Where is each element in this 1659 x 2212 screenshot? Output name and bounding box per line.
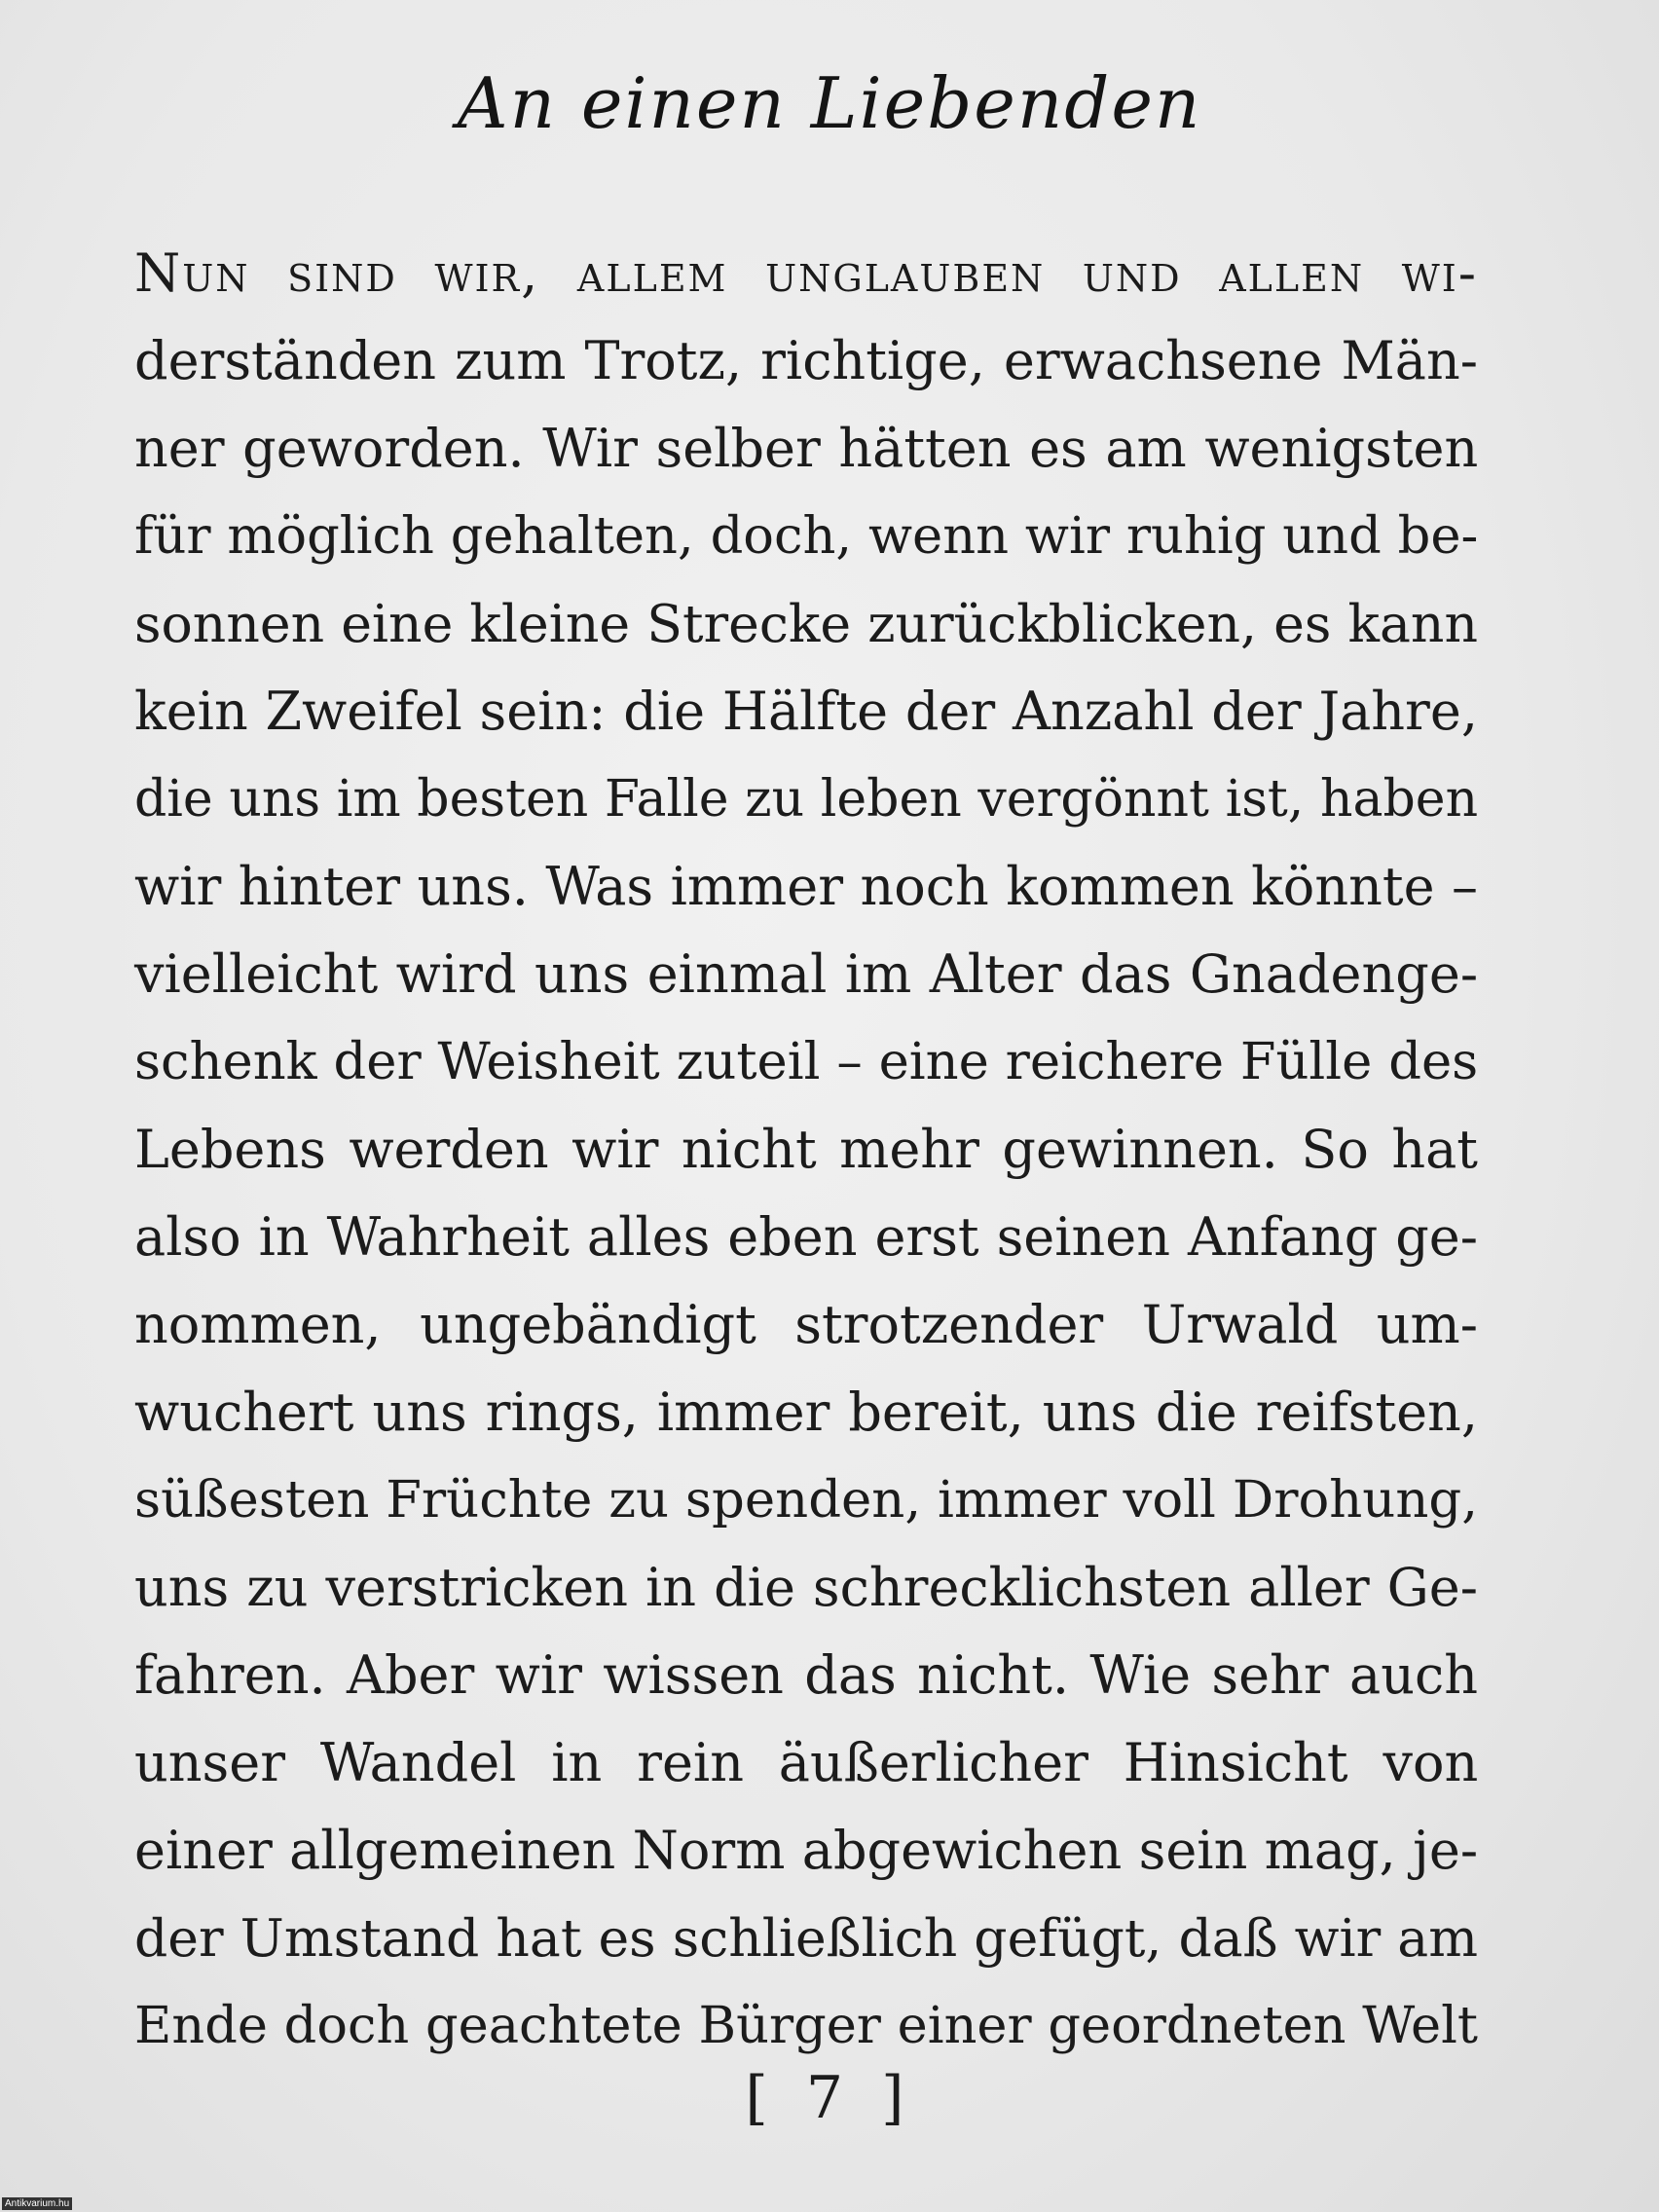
text-line: Nun sind wir, allem unglauben und allen wi-: [134, 242, 1479, 304]
text-line: unser Wandel in rein äußerlicher Hinsicht von: [134, 1732, 1479, 1793]
text-line: fahren. Aber wir wissen das nicht. Wie sehr auch: [134, 1644, 1478, 1706]
text-line: vielleicht wird uns einmal im Alter das Gnadenge-: [134, 943, 1479, 1005]
text-line: einer allgemeinen Norm abgewichen sein mag, je-: [134, 1820, 1479, 1881]
text-line: uns zu verstricken in die schrecklichsten aller Ge-: [134, 1557, 1478, 1618]
text-line: also in Wahrheit alles eben erst seinen Anfang ge-: [134, 1206, 1478, 1268]
text-line: wir hinter uns. Was immer noch kommen könnte –: [134, 856, 1478, 917]
text-line: wuchert uns rings, immer bereit, uns die reifsten,: [134, 1382, 1478, 1443]
text-line: für möglich gehalten, doch, wenn wir ruhig und be-: [134, 506, 1479, 566]
text-line: schenk der Weisheit zuteil – eine reichere Fülle des: [134, 1032, 1479, 1091]
page-number: [ 7 ]: [745, 2064, 914, 2132]
text-line: nommen, ungebändigt strotzender Urwald um-: [134, 1294, 1478, 1355]
text-line: ner geworden. Wir selber hätten es am wenigsten: [134, 418, 1479, 479]
text-line: Ende doch geachtete Bürger einer geordneten Welt: [134, 1996, 1478, 2055]
text-line: Lebens werden wir nicht mehr gewinnen. So hat: [134, 1119, 1478, 1180]
text-line: kein Zweifel sein: die Hälfte der Anzahl der Jahre,: [134, 681, 1478, 742]
text-line: sonnen eine kleine Strecke zurückblicken, es kann: [134, 593, 1478, 654]
text-line: süßesten Früchte zu spenden, immer voll Drohung,: [134, 1470, 1478, 1530]
body-text: [134, 230, 1478, 2070]
text-line: der Umstand hat es schließlich gefügt, daß wir am: [134, 1907, 1478, 1969]
watermark: Antikvarium.hu: [2, 2197, 72, 2210]
text-line: die uns im besten Falle zu leben vergönnt ist, haben: [134, 770, 1479, 829]
text-line: derständen zum Trotz, richtige, erwachsene Män-: [134, 330, 1478, 391]
chapter-title: An einen Liebenden: [457, 62, 1202, 144]
